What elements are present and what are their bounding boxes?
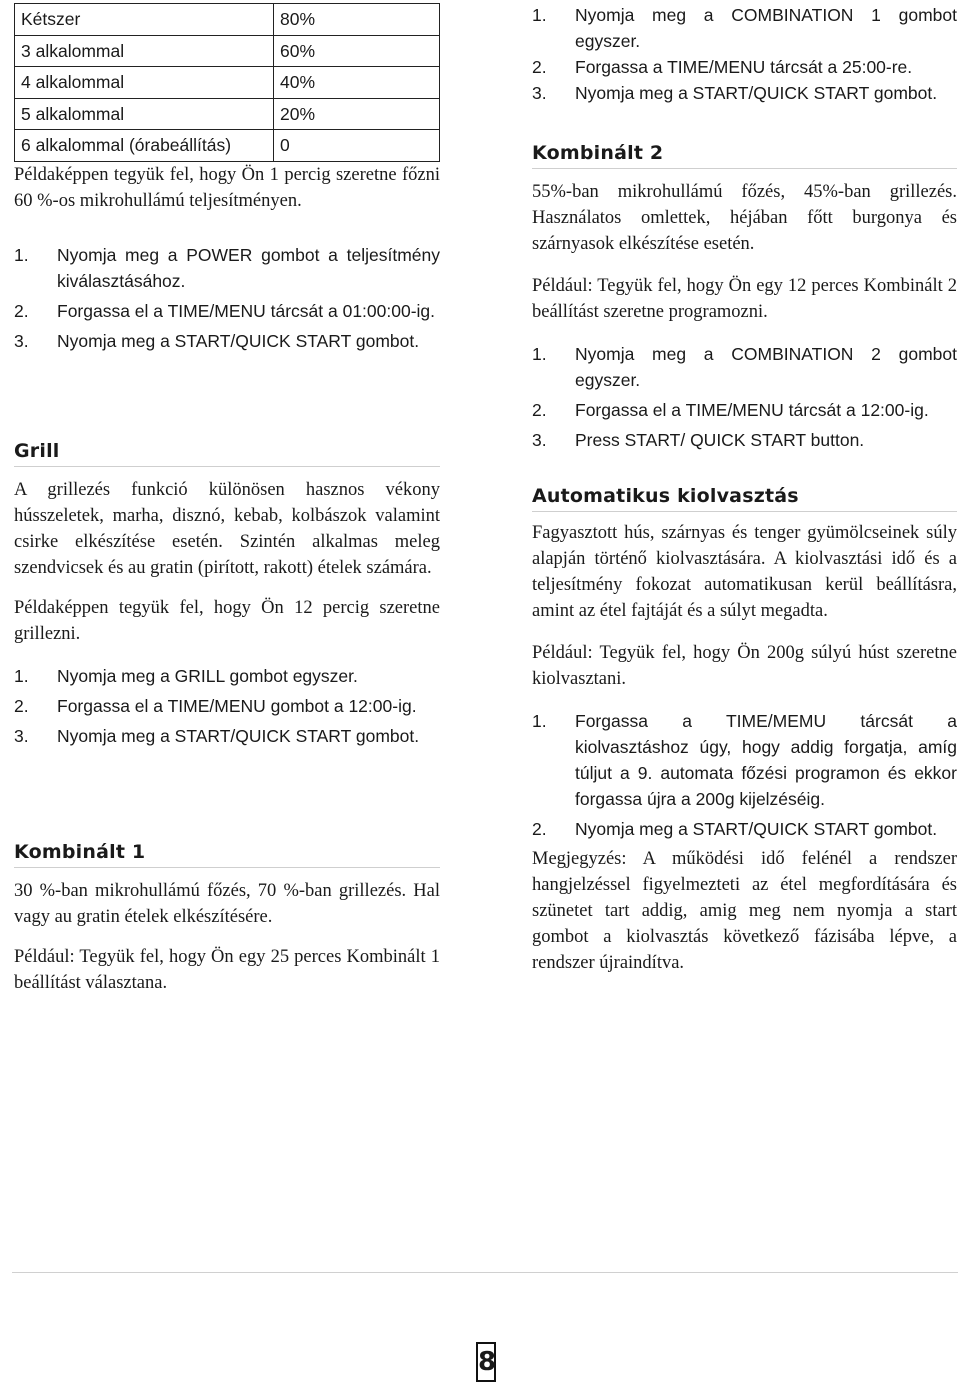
step-text: Nyomja meg a GRILL gombot egyszer.	[57, 665, 358, 686]
defrost-section	[532, 485, 957, 976]
step-number: 2.	[14, 300, 29, 321]
step-number: 3.	[14, 330, 29, 351]
list-item	[14, 723, 440, 749]
power-example	[14, 162, 440, 214]
grill-steps	[14, 663, 440, 749]
step-text: Nyomja meg a START/QUICK START gombot.	[57, 725, 420, 746]
table-cell-label: 6 alkalommal (órabeállítás)	[15, 130, 274, 162]
step-text: Nyomja meg a START/QUICK START gombot.	[57, 330, 420, 351]
section-heading-grill: Grill	[14, 440, 440, 467]
defrost-description: Fagyasztott hús, szárnyas és tenger gyümölcseinek súly alapján történő kiolvasztására. A kiolvasztási idő és a teljesítmény fokozat automatikusan kerül beállításra, amint az étel fajtáját és a súlyt megadta.	[532, 523, 957, 621]
table-row	[15, 98, 440, 130]
section-heading-kombi1: Kombinált 1	[14, 841, 440, 868]
step-number: 1.	[532, 5, 547, 25]
list-item	[532, 341, 957, 393]
kombi1-description: 30 %-ban mikrohullámú főzés, 70 %-ban grillezés. Hal vagy au gratin ételek elkészítésére.	[14, 880, 440, 927]
grill-description: A grillezés funkció különösen hasznos vékony hússzeletek, marha, disznó, kebab, kolbászok valamint csirke elkészítése esetén. Szintén alkalmas meleg szendvicsek és au gratin (pirított, rakott) ételek számára.	[14, 479, 440, 578]
power-steps	[14, 242, 440, 354]
table-cell-label: 4 alkalommal	[15, 67, 274, 99]
power-level-table	[14, 3, 440, 162]
table-cell-value: 20%	[274, 98, 440, 130]
step-number: 1.	[532, 344, 547, 364]
table-cell-value: 0	[274, 130, 440, 162]
list-item	[14, 663, 440, 689]
table-cell-value: 60%	[274, 35, 440, 67]
list-item	[532, 427, 957, 453]
left-column	[14, 0, 440, 996]
table-cell-label: 5 alkalommal	[15, 98, 274, 130]
kombi2-section	[532, 142, 957, 453]
right-column	[532, 0, 957, 976]
page-number: 8	[476, 1342, 496, 1382]
list-item	[14, 242, 440, 294]
table-cell-value: 40%	[274, 67, 440, 99]
step-text: Forgassa a TIME/MENU tárcsát a 25:00-re.	[575, 57, 913, 77]
list-item	[532, 816, 957, 842]
step-text: Press START/ QUICK START button.	[575, 430, 865, 450]
table-cell-label: 3 alkalommal	[15, 35, 274, 67]
table-row	[15, 35, 440, 67]
list-item	[532, 708, 957, 812]
list-item	[14, 328, 440, 354]
defrost-example: Például: Tegyük fel, hogy Ön 200g súlyú húst szeretne kiolvasztani.	[532, 643, 957, 689]
table-row	[15, 67, 440, 99]
step-text: Forgassa el a TIME/MENU tárcsát a 12:00-ig.	[575, 400, 929, 420]
table-row	[15, 4, 440, 36]
kombi1-example: Például: Tegyük fel, hogy Ön egy 25 perces Kombinált 1 beállítást választana.	[14, 946, 440, 993]
section-heading-defrost: Automatikus kiolvasztás	[532, 485, 957, 512]
kombi2-example: Például: Tegyük fel, hogy Ön egy 12 perces Kombinált 2 beállítást szeretne programozni.	[532, 276, 957, 322]
grill-section	[14, 440, 440, 749]
defrost-steps	[532, 708, 957, 842]
table-cell-label: Kétszer	[15, 4, 274, 36]
step-text: Nyomja meg a POWER gombot a teljesítmény kiválasztásához.	[57, 244, 440, 291]
list-item	[14, 693, 440, 719]
step-text: Forgassa el a TIME/MENU gombot a 12:00-ig.	[57, 695, 417, 716]
kombi2-steps	[532, 341, 957, 453]
table-row	[15, 130, 440, 162]
step-number: 3.	[532, 430, 547, 450]
step-text: Forgassa a TIME/MEMU tárcsát a kiolvasztáshoz úgy, hogy addig forgatja, amíg túljut a 9. automata főzési programon és ekkor forgassa újra a 200g kijelzéséig.	[575, 711, 957, 809]
step-number: 1.	[14, 665, 29, 686]
step-number: 2.	[532, 819, 547, 839]
step-text: Forgassa el a TIME/MENU tárcsát a 01:00:00-ig.	[57, 300, 436, 321]
step-text: Nyomja meg a START/QUICK START gombot.	[575, 819, 938, 839]
list-item	[14, 298, 440, 324]
step-text: Nyomja meg a COMBINATION 1 gombot egyszer.	[575, 5, 957, 51]
list-item	[532, 54, 957, 80]
kombi1-section	[14, 841, 440, 996]
grill-example: Példaképpen tegyük fel, hogy Ön 12 percig szeretne grillezni.	[14, 597, 440, 644]
kombi1-steps	[532, 2, 957, 106]
step-number: 2.	[532, 400, 547, 420]
list-item	[532, 80, 957, 106]
step-number: 1.	[532, 711, 547, 731]
list-item	[532, 397, 957, 423]
footer-divider	[12, 1272, 958, 1273]
list-item	[532, 2, 957, 54]
step-number: 3.	[532, 83, 547, 103]
defrost-note: Megjegyzés: A működési idő felénél a rendszer hangjelzéssel figyelmezteti az étel megfordítására és szünetet tart addig, amig meg nem nyomja a start gombot a kiolvasztás következő fázisába lépve, a rendszer újraindítva.	[532, 849, 957, 973]
step-number: 1.	[14, 244, 29, 265]
section-heading-kombi2: Kombinált 2	[532, 142, 957, 169]
step-number: 2.	[532, 57, 547, 77]
step-number: 2.	[14, 695, 29, 716]
step-text: Nyomja meg a COMBINATION 2 gombot egyszer.	[575, 344, 957, 390]
table-cell-value: 80%	[274, 4, 440, 36]
step-number: 3.	[14, 725, 29, 746]
kombi2-description: 55%-ban mikrohullámú főzés, 45%-ban grillezés. Használatos omlettek, héjában főtt burgonya és szárnyasok elkészítése esetén.	[532, 182, 957, 254]
power-example-text: Példaképpen tegyük fel, hogy Ön 1 percig szeretne főzni 60 %-os mikrohullámú teljesítményen.	[14, 164, 440, 211]
step-text: Nyomja meg a START/QUICK START gombot.	[575, 83, 938, 103]
